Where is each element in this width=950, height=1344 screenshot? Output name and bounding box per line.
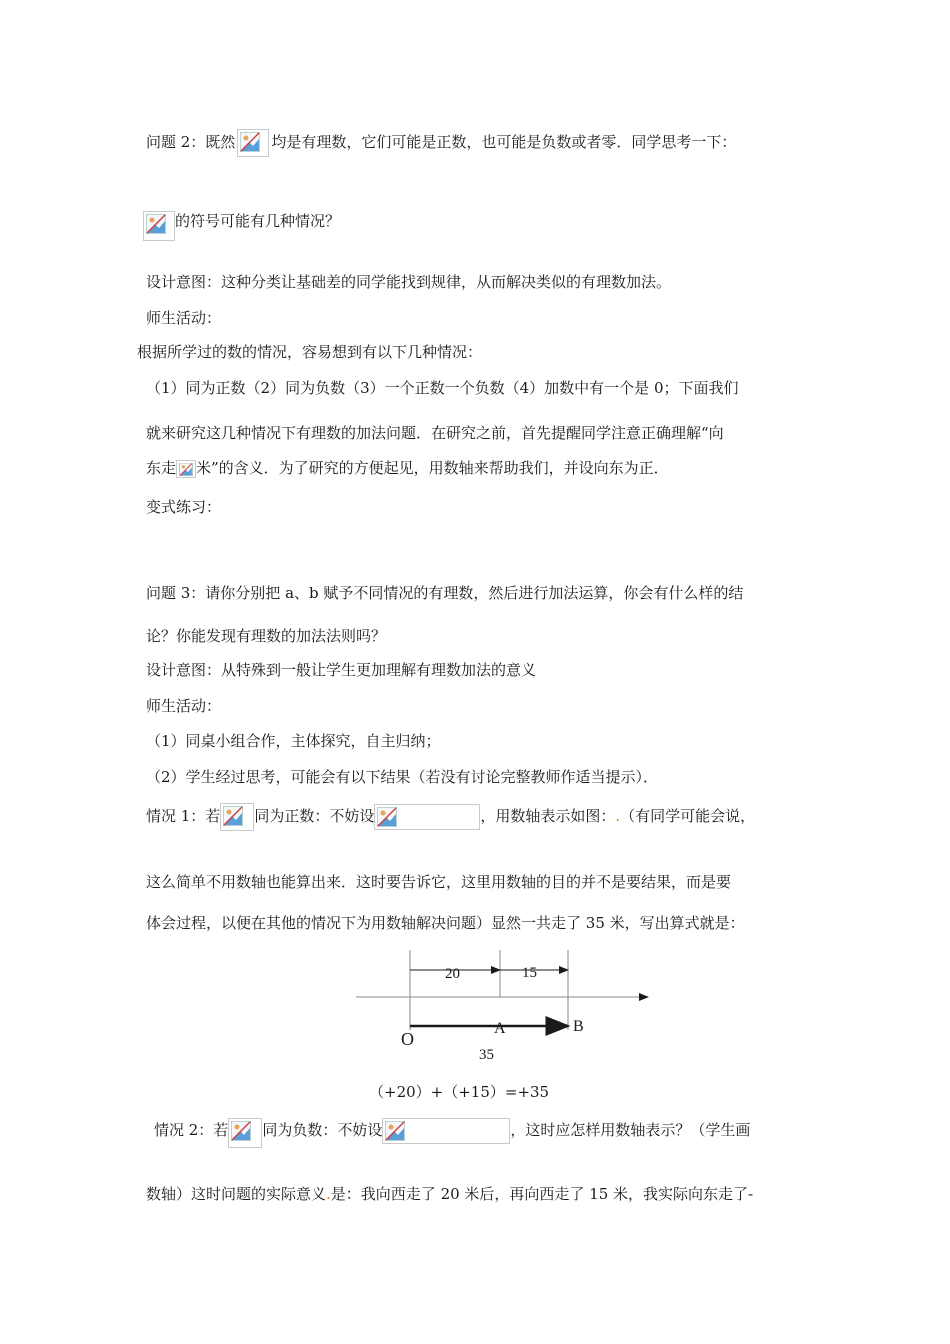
step-2: （2）学生经过思考，可能会有以下结果（若没有讨论完整教师作适当提示）．	[146, 768, 659, 786]
last-line	[146, 1184, 753, 1204]
last-line-a: 数轴）这时问题的实际意义	[146, 1185, 327, 1203]
q3-line-2: 论？你能发现有理数的加法法则吗？	[146, 627, 387, 645]
intent-2: 设计意图：从特殊到一般让学生更加理解有理数加法的意义	[146, 661, 537, 679]
case-2-a: 情况 2：若	[154, 1121, 229, 1139]
q2-text-b: 均是有理数，它们可能是正数，也可能是负数或者零．同学思考一下：	[271, 133, 737, 151]
situations-intro: 根据所学过的数的情况，容易想到有以下几种情况：	[137, 343, 483, 361]
label-35: 35	[479, 1047, 494, 1063]
last-line-b: 是：我向西走了 20 米后，再向西走了 15 米，我实际向东走了-	[330, 1185, 754, 1203]
label-o: O	[401, 1029, 414, 1049]
cases-line-3	[146, 458, 669, 478]
para-1-line-1: 这么简单不用数轴也能算出来．这时要告诉它，这里用数轴的目的并不是要结果，而是要	[146, 873, 732, 891]
broken-image-icon	[143, 211, 175, 241]
case-1-d: （有同学可能会说，	[620, 807, 756, 825]
case-1-line	[146, 803, 755, 831]
intent-1: 设计意图：这种分类让基础差的同学能找到规律，从而解决类似的有理数加法。	[146, 273, 672, 291]
cases-line-1: （1）同为正数（2）同为负数（3）一个正数一个负数（4）加数中有一个是 0；下面我们	[146, 379, 739, 397]
case-1-c: ，用数轴表示如图：	[480, 807, 616, 825]
case-1-b: 同为正数：不妨设	[254, 807, 375, 825]
last-line-dot: .	[326, 1185, 331, 1203]
case-1-a: 情况 1：若	[146, 807, 221, 825]
broken-image-icon	[374, 804, 480, 830]
q3-line-1: 问题 3：请你分别把 a、b 赋予不同情况的有理数，然后进行加法运算，你会有什么样的结	[146, 584, 744, 602]
label-a: A	[494, 1020, 506, 1037]
label-15: 15	[522, 965, 537, 981]
cases-line-3-b: 米”的含义．为了研究的方便起见，用数轴来帮助我们，并设向东为正．	[196, 459, 669, 477]
broken-image-icon	[176, 460, 196, 478]
activity-2: 师生活动：	[146, 697, 222, 715]
step-1: （1）同桌小组合作，主体探究，自主归纳；	[146, 732, 441, 750]
q2-line1	[146, 129, 736, 157]
label-20: 20	[445, 966, 460, 982]
number-line-diagram	[350, 950, 670, 1070]
label-b: B	[573, 1018, 584, 1035]
case-2-c: ，这时应怎样用数轴表示？（学生画	[510, 1121, 751, 1139]
q2-text-a: 问题 2：既然	[146, 133, 236, 151]
para-1-line-2: 体会过程，以便在其他的情况下为用数轴解决问题）显然一共走了 35 米，写出算式就是：	[146, 914, 745, 932]
broken-image-icon	[237, 129, 269, 157]
case-2-line	[154, 1118, 750, 1148]
case-2-b: 同为负数：不妨设	[262, 1121, 383, 1139]
variant-label: 变式练习：	[146, 498, 222, 516]
broken-image-icon	[382, 1118, 510, 1144]
cases-line-3-a: 东走	[146, 459, 177, 477]
cases-line-2: 就来研究这几种情况下有理数的加法问题．在研究之前，首先提醒同学注意正确理解“向	[146, 424, 724, 442]
broken-image-icon	[228, 1118, 262, 1148]
broken-image-icon	[220, 803, 254, 831]
q2-line2	[143, 211, 340, 241]
case-1-dot: .	[615, 807, 621, 825]
formula: （+20）+（+15）=+35	[369, 1083, 550, 1101]
q2-text-c: 的符号可能有几种情况？	[175, 212, 341, 230]
activity-1: 师生活动：	[146, 309, 222, 327]
